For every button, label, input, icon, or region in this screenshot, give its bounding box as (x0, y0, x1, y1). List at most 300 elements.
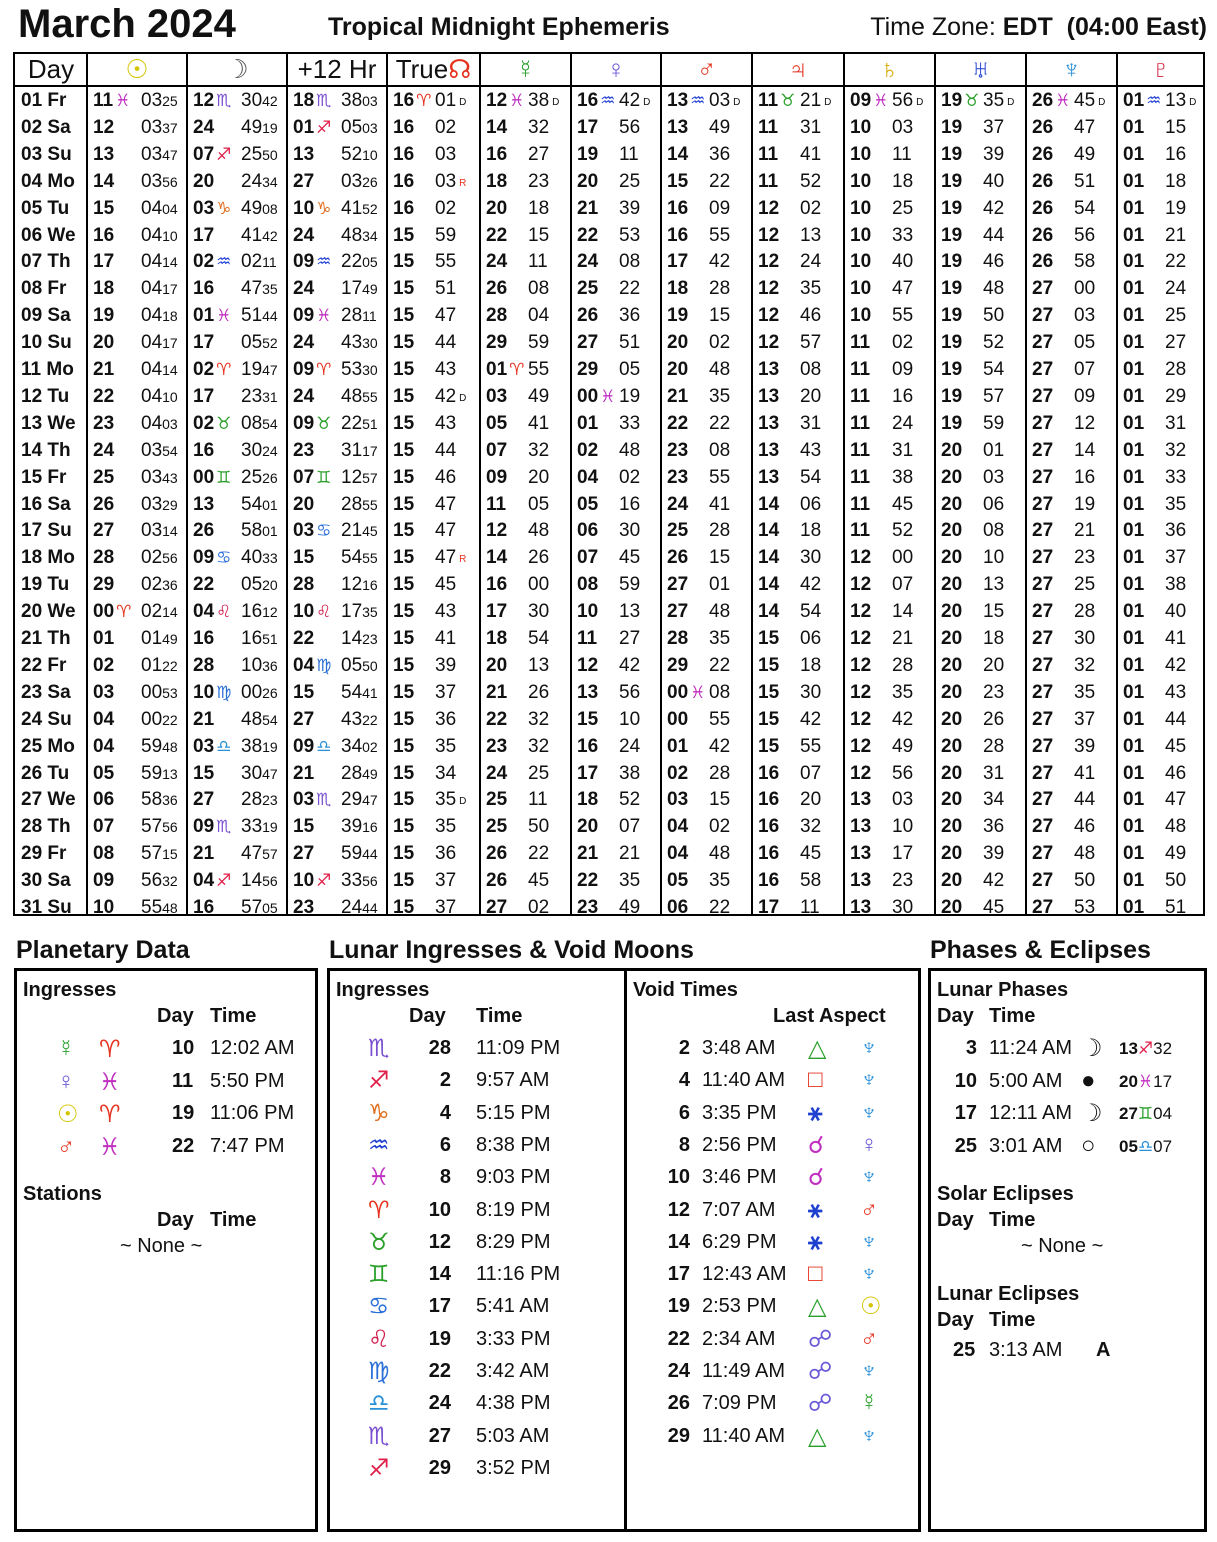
minutes: 27 (619, 628, 641, 649)
position-cell: 20 34 (941, 786, 962, 813)
minutes: 46 (1074, 816, 1096, 838)
minutes: 2526 (241, 466, 278, 488)
minutes: 2205 (341, 251, 378, 273)
minutes: 32 (800, 816, 822, 838)
day-cell: 14 Th (21, 439, 71, 461)
minutes: 21 (619, 843, 641, 865)
minutes: 21 (1074, 520, 1096, 542)
minutes: 24 (800, 251, 822, 273)
position-cell: 15 34 (393, 760, 414, 787)
minutes: 35 (1074, 681, 1096, 703)
void-time: 6:29 PM (702, 1230, 777, 1253)
position-cell: 16 32 (758, 813, 779, 840)
minutes: 2947 (341, 789, 378, 811)
planet-icon: ♆ (860, 1260, 878, 1288)
position-cell: 01 32 (1123, 437, 1144, 464)
minutes: 06 (800, 628, 822, 649)
position-cell: 10 40 (850, 248, 871, 275)
minutes: 28 (709, 762, 731, 784)
position-cell: 26 15 (667, 544, 688, 571)
seconds: 51 (362, 415, 378, 432)
position-cell: 09 20 (486, 464, 507, 491)
position-cell: 04 ♍ 0550 (293, 652, 333, 679)
position-cell: 01 46 (1123, 760, 1144, 787)
ingress-day: 4 (439, 1101, 451, 1124)
position-cell: 16 3024 (193, 437, 214, 464)
aspect-icon: ☍ (808, 1325, 833, 1353)
position-cell: 05 35 (667, 867, 688, 894)
minutes: 49 (1074, 143, 1096, 165)
position-cell: 16 1651 (193, 625, 214, 652)
day-label: Day (937, 1209, 974, 1231)
position-cell: 03 ♏ 2947 (293, 786, 333, 813)
sign-icon: ♈ (416, 91, 432, 110)
minutes: 16 (619, 493, 641, 515)
minutes: 45 (800, 843, 822, 865)
minutes: 4033 (241, 547, 278, 569)
seconds: 42 (262, 93, 278, 109)
position-cell: 11 31 (850, 437, 870, 464)
position-cell: 16 ♈ 01 D (393, 87, 433, 114)
ingress-day: 22 (172, 1134, 195, 1157)
minutes: 54 (800, 466, 822, 488)
minutes: 0256 (141, 547, 178, 569)
void-time: 3:46 PM (702, 1166, 777, 1189)
minutes: 37 (435, 870, 457, 892)
void-time: 3:48 AM (702, 1037, 776, 1059)
day-cell: 02 Sa (21, 116, 71, 138)
seconds: 10 (162, 227, 178, 244)
phase-degree: 27 (1119, 1104, 1138, 1123)
minutes: 57 (800, 332, 822, 354)
position-cell: 19 50 (941, 302, 962, 329)
minutes: 4735 (241, 278, 278, 300)
minutes: 51 (619, 332, 641, 354)
position-cell: 27 48 (1032, 840, 1053, 867)
seconds: 55 (362, 496, 378, 513)
node-icon: ☊ (448, 54, 472, 84)
minutes: 5944 (341, 843, 378, 865)
minutes: 08 (619, 251, 641, 273)
minutes: 36 (709, 143, 731, 165)
minutes: 0520 (241, 574, 278, 596)
position-cell: 17 42 (667, 248, 688, 275)
minutes: 37 (435, 681, 457, 703)
minutes: 49 (1165, 843, 1187, 865)
minutes: 44 (983, 224, 1005, 246)
minutes: 31 (1165, 412, 1187, 434)
position-cell: 10 5548 (93, 894, 114, 921)
ingress-time: 11:06 PM (210, 1102, 295, 1124)
minutes: 02 (619, 466, 641, 488)
seconds: 16 (362, 819, 378, 836)
phase-position (1119, 1137, 1172, 1157)
phase-minutes: 17 (1153, 1071, 1173, 1091)
minutes: 25 (1165, 305, 1187, 327)
minutes: 18 (800, 654, 822, 676)
seconds: 01 (262, 496, 278, 513)
seconds: 42 (262, 227, 278, 244)
column-header: ♅ (970, 54, 991, 84)
minutes: 56 (619, 681, 641, 703)
minutes: 14 (1074, 439, 1096, 461)
position-cell: 07 5756 (93, 813, 114, 840)
minutes: 19 (619, 385, 641, 407)
planet-icon: ♆ (860, 1357, 878, 1384)
seconds: 55 (362, 388, 378, 405)
seconds: 13 (162, 765, 178, 782)
sign-icon: ♋ (216, 548, 232, 568)
minutes: 5913 (141, 762, 178, 784)
planet-icon: ☿ (860, 1389, 878, 1417)
minutes: 2855 (341, 493, 378, 515)
minutes: 18 (528, 197, 550, 219)
sign-icon: ♏ (368, 1422, 390, 1450)
position-cell: 12 ♓ 38 D (486, 87, 526, 114)
position-cell: 26 51 (1032, 168, 1053, 195)
position-cell: 01 35 (1123, 491, 1144, 518)
minutes: 1036 (241, 654, 278, 676)
table-row (15, 760, 1203, 787)
seconds: 44 (362, 900, 378, 916)
minutes: 48 (709, 359, 731, 380)
seconds: 26 (362, 173, 378, 190)
minutes: 26 (528, 547, 550, 569)
table-row (15, 222, 1203, 249)
aspect-icon: △ (808, 1035, 827, 1062)
position-cell: 27 51 (577, 329, 598, 356)
seconds: 47 (362, 792, 378, 809)
phase-minutes: 04 (1153, 1104, 1173, 1123)
day-cell: 20 We (21, 601, 76, 623)
seconds: 49 (362, 765, 378, 782)
position-cell: 15 10 (577, 706, 598, 733)
position-cell: 01 15 (1123, 114, 1144, 141)
position-cell: 27 21 (1032, 517, 1053, 544)
minutes: 56 (619, 116, 641, 138)
position-cell: 08 59 (577, 571, 598, 598)
position-cell: 16 24 (577, 733, 598, 760)
ingress-day: 10 (428, 1198, 451, 1221)
position-cell: 27 5944 (293, 840, 314, 867)
ingress-day: 2 (439, 1069, 451, 1092)
position-cell: 05 41 (486, 410, 507, 437)
table-row (15, 517, 1203, 544)
position-cell: 17 0552 (193, 329, 214, 356)
minutes: 41 (1074, 762, 1096, 784)
position-cell: 00 ♈ 0214 (93, 598, 133, 625)
minutes: 22 (709, 412, 731, 434)
position-cell: 26 36 (577, 302, 598, 329)
minutes: 28 (709, 520, 731, 542)
position-cell: 27 4322 (293, 706, 314, 733)
position-cell: 20 42 (941, 867, 962, 894)
seconds: 22 (162, 711, 178, 728)
day-cell: 18 Mo (21, 547, 75, 569)
ingress-time: 9:57 AM (476, 1069, 550, 1092)
minutes: 25 (1074, 574, 1096, 596)
minutes: 23 (983, 681, 1005, 703)
minutes: 41 (528, 412, 550, 434)
table-row (15, 141, 1203, 168)
minutes: 3916 (341, 816, 378, 838)
position-cell: 22 0410 (93, 383, 114, 410)
minutes: 28 (892, 654, 914, 676)
position-cell: 01 40 (1123, 598, 1144, 625)
position-cell: 01 42 (667, 733, 688, 760)
minutes: 26 (983, 708, 1005, 730)
position-cell: 20 08 (941, 517, 962, 544)
minutes: 02 (709, 332, 731, 354)
phase-time: 3:01 AM (989, 1134, 1063, 1157)
minutes: 35 (619, 870, 641, 892)
position-cell: 20 10 (941, 544, 962, 571)
ingress-time: 8:19 PM (476, 1198, 551, 1221)
position-cell: 15 43 (393, 356, 414, 383)
minutes: 16 (892, 385, 914, 407)
position-cell: 26 ♓ 45 D (1032, 87, 1072, 114)
void-time: 12:43 AM (702, 1263, 787, 1286)
sign-icon: ♐ (316, 871, 332, 891)
minutes: 08 (528, 278, 550, 300)
seconds: 51 (262, 631, 278, 647)
void-day: 14 (667, 1230, 690, 1253)
phase-time: 5:00 AM (989, 1069, 1063, 1092)
minutes: 28 (1074, 601, 1096, 623)
minutes: 1735 (341, 601, 378, 623)
minutes: 09 (892, 359, 914, 380)
position-cell: 27 01 (667, 571, 688, 598)
minutes: 17 (892, 843, 914, 865)
position-cell: 27 39 (1032, 733, 1053, 760)
minutes: 16 (1074, 466, 1096, 488)
sign-icon: ♓ (216, 306, 232, 326)
minutes: 27 (528, 143, 550, 165)
time-label: Time (989, 1209, 1036, 1231)
minutes: 04 (528, 305, 550, 327)
position-cell: 01 38 (1123, 571, 1144, 598)
ingresses-label: Ingresses (23, 979, 117, 1001)
minutes: 48 (709, 601, 731, 623)
position-cell: 27 12 (1032, 410, 1053, 437)
minutes: 10 (892, 816, 914, 838)
minutes: 5548 (141, 897, 178, 918)
position-cell: 10 11 (850, 141, 871, 168)
minutes: 42 D (619, 90, 651, 111)
minutes: 59 (528, 332, 550, 354)
minutes: 18 (1165, 170, 1187, 192)
position-cell: 29 59 (486, 329, 507, 356)
minutes: 23 (892, 870, 914, 892)
minutes: 5756 (141, 816, 178, 838)
minutes: 54 (1074, 197, 1096, 219)
minutes: 48 (983, 278, 1005, 300)
ingress-time: 4:38 PM (476, 1392, 551, 1415)
seconds: 24 (262, 442, 278, 459)
minutes: 52 (619, 789, 641, 811)
table-row (15, 867, 1203, 894)
position-cell: 22 35 (577, 867, 598, 894)
position-cell: 03 49 (486, 383, 507, 410)
position-cell: 24 0354 (93, 437, 114, 464)
position-cell: 27 37 (1032, 706, 1053, 733)
table-row (15, 894, 1203, 921)
position-cell: 18 52 (577, 786, 598, 813)
minutes: 4330 (341, 332, 378, 354)
stations-label: Stations (23, 1183, 102, 1205)
position-cell: 12 35 (850, 679, 871, 706)
minutes: 18 (983, 628, 1005, 649)
day-cell: 04 Mo (21, 170, 75, 192)
moon-phase-icon: ○ (1081, 1131, 1096, 1159)
direction-marker: D (1007, 97, 1015, 108)
seconds: 50 (262, 146, 278, 163)
position-cell: 13 30 (850, 894, 871, 921)
sign-icon: ♓ (1137, 1071, 1154, 1091)
minutes: 0314 (141, 520, 178, 542)
column-header: ☿ (515, 54, 536, 84)
minutes: 2251 (341, 412, 378, 434)
minutes: 54 (983, 359, 1005, 380)
position-cell: 01 41 (1123, 625, 1144, 652)
position-cell: 05 16 (577, 491, 598, 518)
position-cell: 09 ♓ 2811 (293, 302, 333, 329)
minutes: 3356 (341, 870, 378, 892)
minutes: 35 (709, 628, 731, 649)
day-cell: 15 Fr (21, 466, 67, 488)
position-cell: 27 46 (1032, 813, 1053, 840)
position-cell: 20 13 (486, 652, 507, 679)
position-cell: 16 07 (758, 760, 779, 787)
minutes: 07 (892, 574, 914, 596)
minutes: 48 (1165, 816, 1187, 838)
position-cell: 21 4757 (193, 840, 214, 867)
planet-icon: ♆ (860, 1098, 878, 1126)
position-cell: 17 11 (758, 894, 779, 921)
table-row (15, 168, 1203, 195)
minutes: 0418 (141, 305, 178, 327)
direction-marker: R (459, 554, 467, 566)
sign-icon: ♎ (216, 736, 232, 756)
position-cell: 23 3117 (293, 437, 314, 464)
position-cell: 12 24 (758, 248, 779, 275)
position-cell: 21 4854 (193, 706, 214, 733)
sign-icon: ♑ (368, 1099, 390, 1127)
minutes: 07 (619, 816, 641, 838)
minutes: 49 (709, 116, 731, 138)
position-cell: 16 55 (667, 222, 688, 249)
position-cell: 12 46 (758, 302, 779, 329)
minutes: 51 (1165, 897, 1187, 918)
phase-day: 17 (954, 1102, 977, 1124)
sign-icon: ♍ (216, 682, 232, 702)
column-header: ☽ (225, 54, 249, 84)
position-cell: 20 0417 (93, 329, 114, 356)
column-header: ♇ (1151, 54, 1171, 84)
solar-none: ~ None ~ (1021, 1235, 1104, 1257)
minutes: 15 (528, 224, 550, 246)
sign-icon: ♊ (216, 467, 232, 487)
table-row (15, 786, 1203, 813)
minutes: 50 (528, 816, 550, 838)
day-cell: 10 Su (21, 332, 72, 354)
minutes: 0410 (141, 224, 178, 246)
column-header: ♃ (788, 54, 808, 84)
position-cell: 14 06 (758, 491, 779, 518)
position-cell: 13 5401 (193, 491, 214, 518)
seconds: 47 (262, 362, 278, 378)
minutes: 5715 (141, 843, 178, 865)
sign-icon: ♒ (690, 91, 706, 110)
minutes: 1612 (241, 601, 278, 623)
stations-none: ~ None ~ (120, 1235, 203, 1257)
minutes: 48 (1074, 843, 1096, 865)
minutes: 06 (800, 493, 822, 515)
day-cell: 26 Tu (21, 762, 70, 784)
minutes: 1423 (341, 628, 378, 649)
minutes: 45 (619, 547, 641, 569)
minutes: 0417 (141, 278, 178, 300)
table-row (15, 706, 1203, 733)
position-cell: 15 47 R (393, 544, 414, 571)
position-cell: 00 ♊ 2526 (193, 464, 233, 491)
position-cell: 20 25 (577, 168, 598, 195)
position-cell: 14 36 (667, 141, 688, 168)
position-cell: 21 35 (667, 383, 688, 410)
position-cell: 19 44 (941, 222, 962, 249)
position-cell: 15 35 (393, 733, 414, 760)
seconds: 19 (262, 119, 278, 136)
position-cell: 27 35 (1032, 679, 1053, 706)
minutes: 3047 (241, 762, 278, 784)
position-cell: 14 32 (486, 114, 507, 141)
position-cell: 15 5441 (293, 679, 314, 706)
planet-icon: ♆ (860, 1421, 878, 1449)
position-cell: 15 37 (393, 679, 414, 706)
time-label: Time (210, 1005, 257, 1027)
position-cell: 27 07 (1032, 356, 1053, 383)
position-cell: 11 45 (850, 491, 870, 518)
minutes: 40 (892, 251, 914, 273)
minutes: 19 (1074, 493, 1096, 515)
planet-icon: ☉ (860, 1293, 882, 1321)
position-cell: 20 02 (667, 329, 688, 356)
page-subtitle: Tropical Midnight Ephemeris (328, 13, 670, 41)
ingress-time: 5:15 PM (476, 1101, 551, 1124)
position-cell: 12 02 (758, 195, 779, 222)
minutes: 47 (435, 520, 457, 542)
position-cell: 29 22 (667, 652, 688, 679)
position-cell: 10 ♌ 1735 (293, 598, 333, 625)
position-cell: 15 5455 (293, 544, 314, 571)
seconds: 20 (262, 577, 278, 594)
position-cell: 25 22 (577, 275, 598, 302)
minutes: 45 D (1074, 90, 1106, 111)
column-header-text: True (395, 54, 449, 84)
position-cell: 26 0329 (93, 491, 114, 518)
minutes: 07 (800, 762, 822, 784)
sign-icon: ♓ (99, 1133, 121, 1161)
void-day: 6 (678, 1101, 690, 1124)
seconds: 17 (362, 442, 378, 459)
sign-icon: ♏ (216, 817, 232, 837)
minutes: 14 (892, 601, 914, 623)
minutes: 0122 (141, 654, 178, 676)
seconds: 17 (162, 281, 178, 298)
day-cell: 23 Sa (21, 681, 71, 703)
minutes: 0550 (341, 654, 378, 676)
position-cell: 01 42 (1123, 652, 1144, 679)
